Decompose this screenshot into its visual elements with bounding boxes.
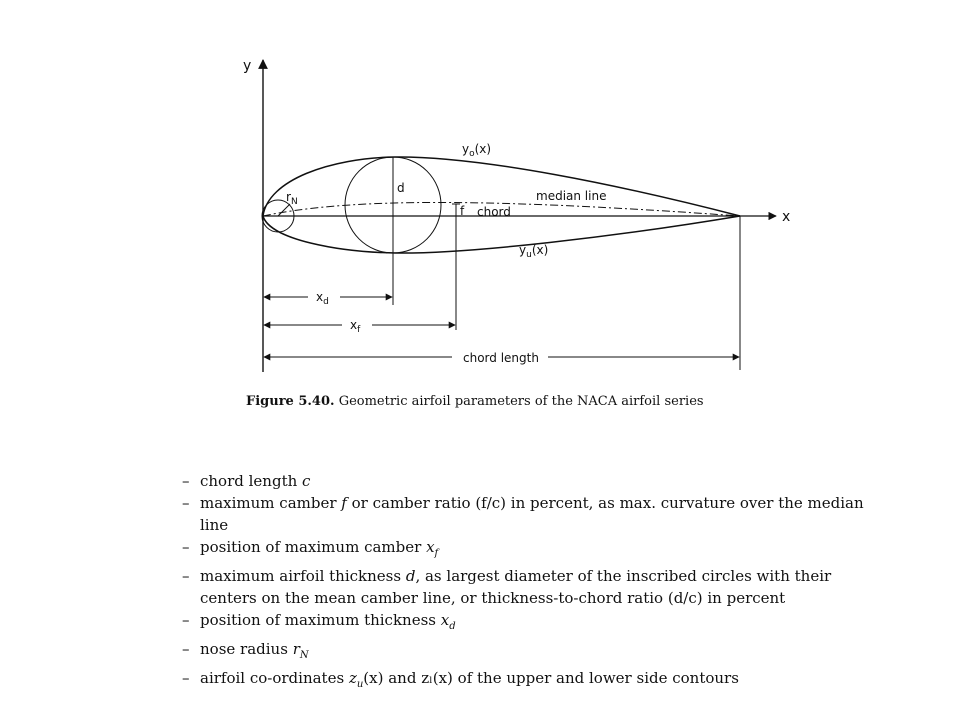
chord-label: chord — [477, 205, 511, 219]
camber-label: f — [460, 204, 465, 218]
lower-contour-label: $y_u(x)$ — [519, 243, 549, 260]
figure-label: Figure 5.40. — [246, 394, 335, 409]
list-item: – chord length c — [182, 472, 311, 490]
nose-radius-line — [278, 204, 290, 216]
chord-length-label: chord length — [463, 351, 539, 365]
y-axis-label: y — [243, 58, 252, 74]
xf-label: $x_f$ — [350, 318, 361, 335]
list-item: – position of maximum thickness $x_d$ — [182, 611, 456, 632]
x-axis-label: x — [782, 209, 791, 225]
list-item: – airfoil co-ordinates $z_u(x)$ and zₗ(x) of the upper and lower side contours — [182, 669, 739, 690]
median-line-label: median line — [536, 189, 607, 203]
list-item: – maximum camber f or camber ratio (f/c) in percent, as max. curvature over the median line — [182, 494, 864, 534]
xd-label: $x_d$ — [316, 290, 329, 307]
list-item: – maximum airfoil thickness d, as largest diameter of the inscribed circles with their centers on the mean camber line, or thickness-to-chord ratio (d/c) in percent — [182, 567, 832, 607]
thickness-label: d — [397, 181, 405, 195]
figure-caption-text: Geometric airfoil parameters of the NACA airfoil series — [338, 394, 704, 409]
figure-caption — [246, 394, 704, 409]
airfoil-lower-contour — [263, 216, 740, 253]
list-item: – position of maximum camber $x_f$ — [182, 538, 439, 559]
parameter-list — [182, 470, 882, 696]
nose-radius-label: $r_N$ — [286, 190, 298, 207]
upper-contour-label: $y_o(x)$ — [462, 142, 492, 159]
list-item: – nose radius $r_N$ — [182, 640, 309, 661]
